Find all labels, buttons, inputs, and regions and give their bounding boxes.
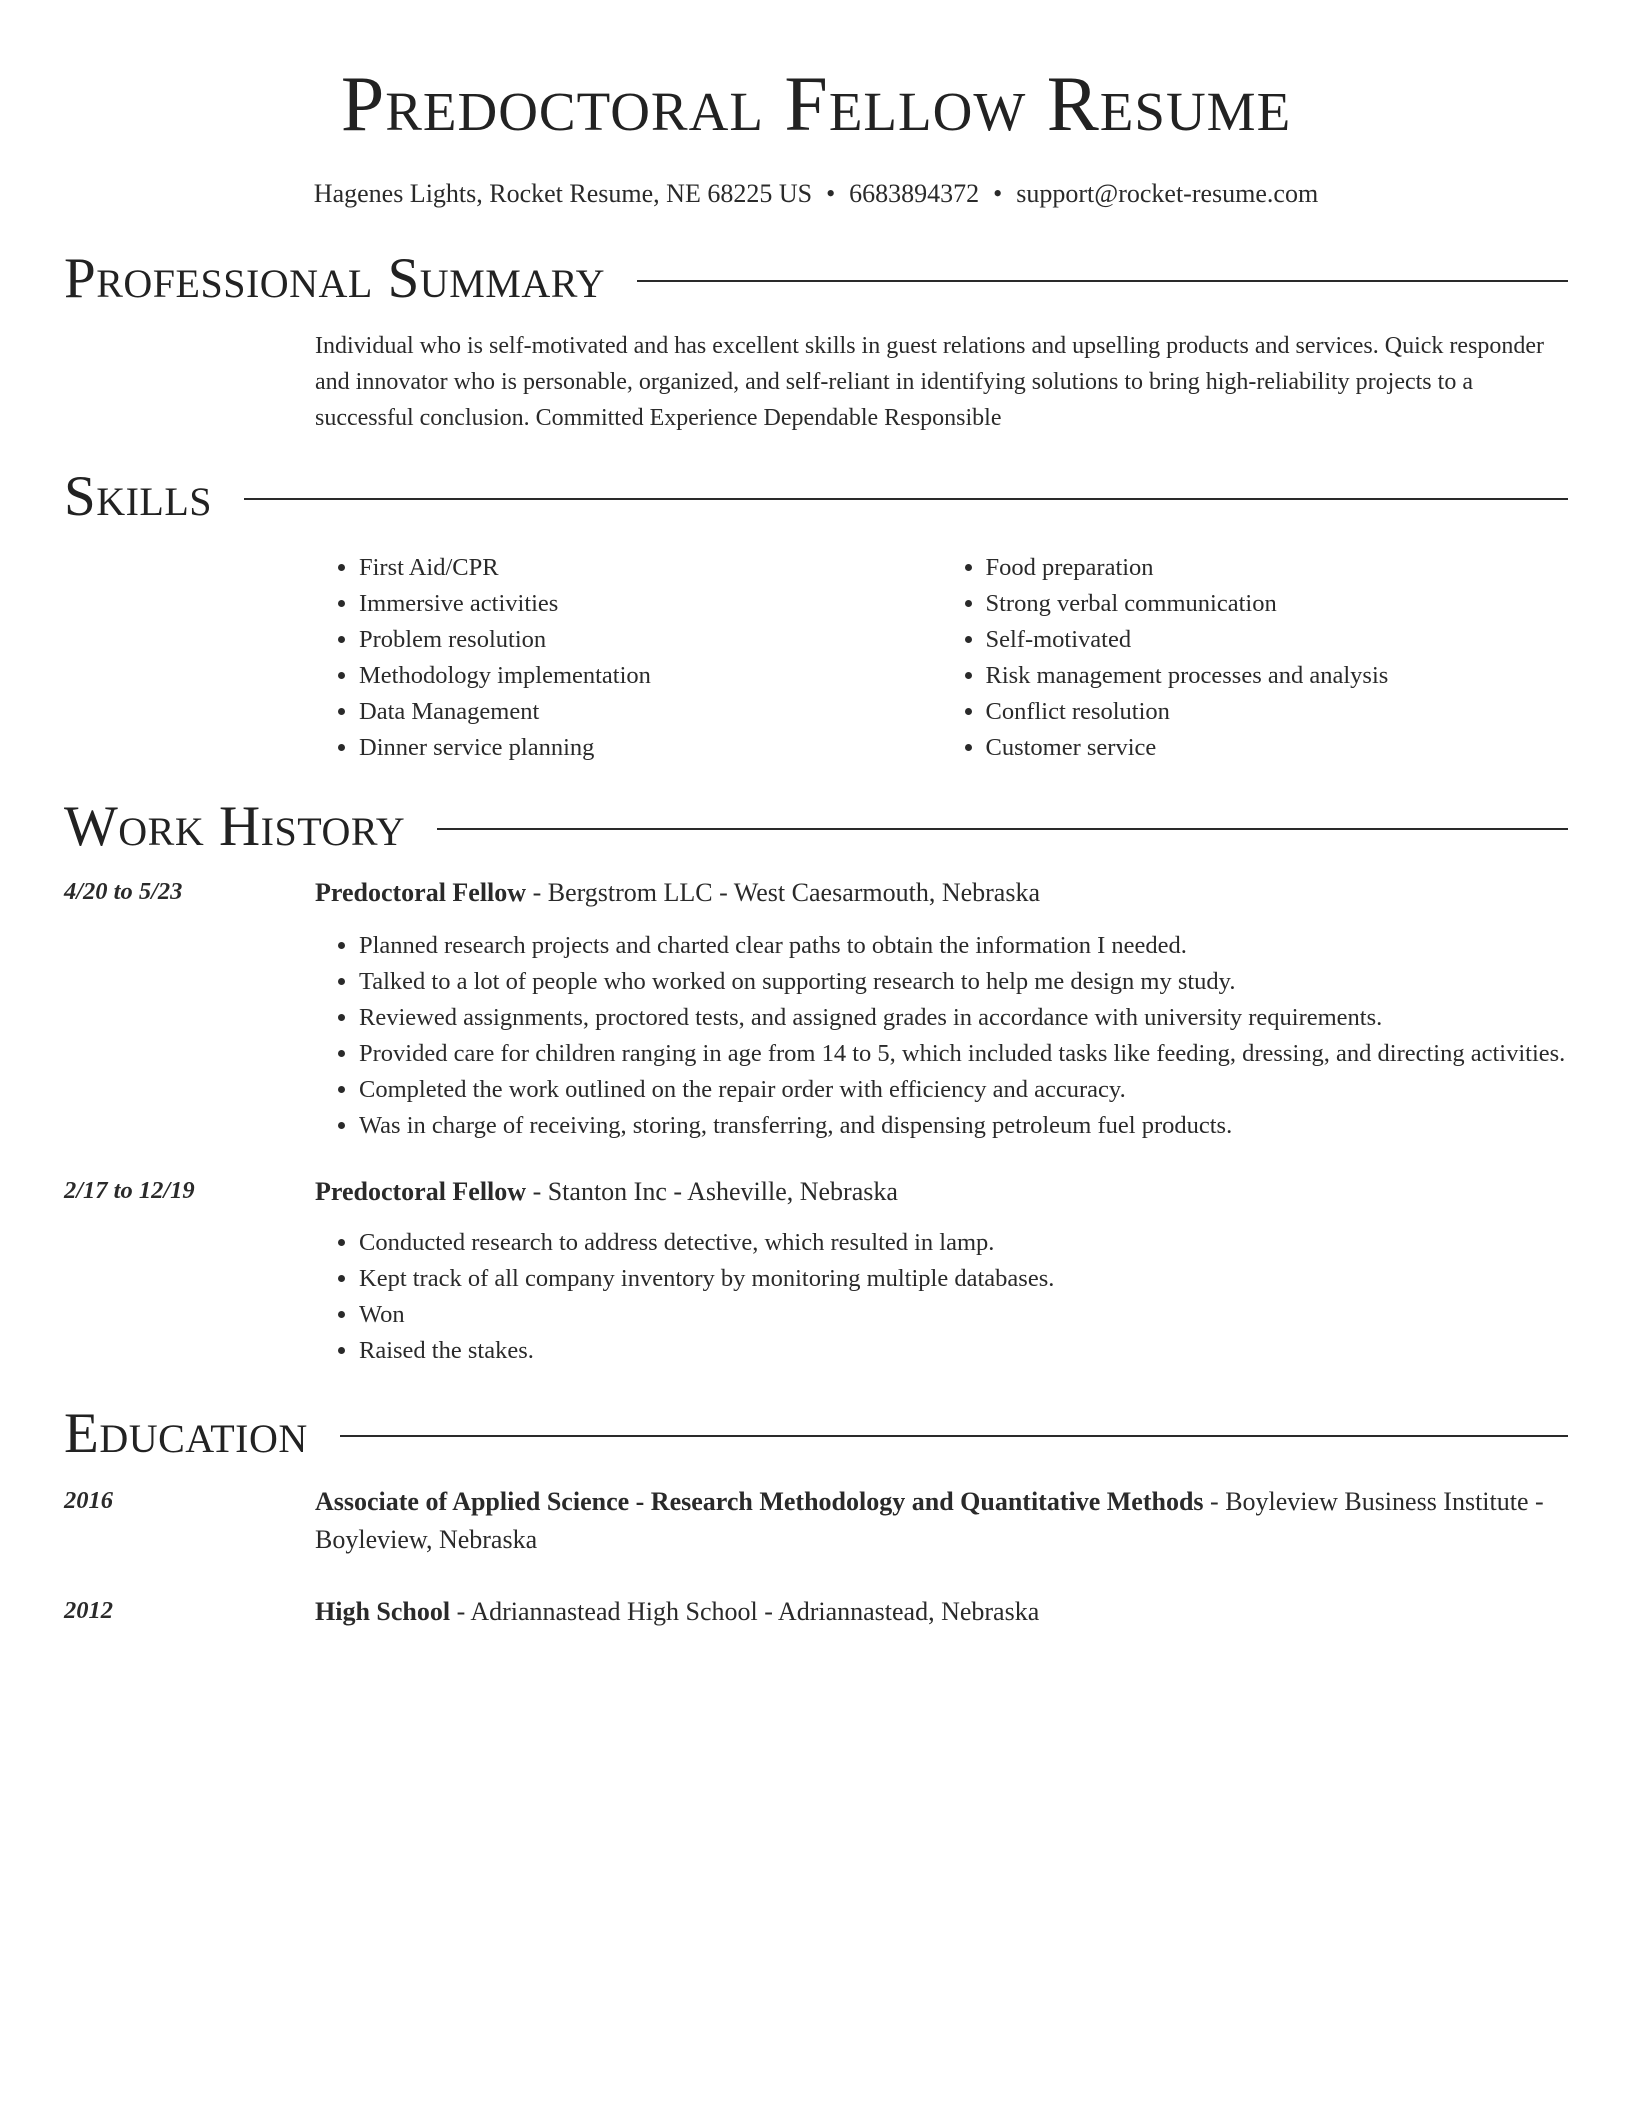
skill-item: • Customer service — [986, 730, 1569, 766]
job-bullet: • Reviewed assignments, proctored tests, and assigned grades in accordance with university requirements. — [359, 1000, 1568, 1036]
contact-separator: • — [826, 179, 836, 208]
skill-item: • Data Management — [359, 694, 942, 730]
skills-section-header — [64, 462, 1568, 532]
education-heading: Education — [64, 1402, 308, 1465]
job-bullet: • Won — [359, 1297, 1568, 1333]
skills-heading: Skills — [64, 465, 213, 528]
education-section-header — [64, 1399, 1568, 1469]
job-bullet: • Was in charge of receiving, storing, transferring, and dispensing petroleum fuel products. — [359, 1108, 1568, 1144]
section-divider — [637, 280, 1568, 282]
job-bullet: • Talked to a lot of people who worked on supporting research to help me design my study. — [359, 964, 1568, 1000]
summary-section-header — [64, 244, 1568, 314]
skill-item: • Problem resolution — [359, 622, 942, 658]
contact-address: Hagenes Lights, Rocket Resume, NE 68225 US — [313, 179, 813, 208]
work-entry-body — [315, 1173, 1568, 1369]
job-bullet: • Raised the stakes. — [359, 1333, 1568, 1369]
job-bullet: • Provided care for children ranging in age from 14 to 5, which included tasks like feeding, dressing, and directing activities. — [359, 1036, 1568, 1072]
work-entry — [64, 874, 1568, 1144]
contact-email: support@rocket-resume.com — [1016, 179, 1319, 208]
education-degree: High School — [315, 1597, 451, 1626]
job-bullets — [315, 1225, 1568, 1369]
skills-list-right — [942, 550, 1569, 766]
contact-separator: • — [993, 179, 1003, 208]
work-heading: Work History — [64, 795, 406, 858]
summary-text: Individual who is self-motivated and has excellent skills in guest relations and upselling products and services. Quick responder and innovator who is personable, organized, and self-reliant in identifying solutions to bring high-reliability projects to a successful conclusion. Committed Experience Dependable Responsible — [315, 333, 1545, 431]
education-year: 2012 — [64, 1597, 113, 1624]
education-entry-body — [315, 1483, 1568, 1559]
education-entry — [64, 1483, 1568, 1559]
skill-item: • Risk management processes and analysis — [986, 658, 1569, 694]
job-details: - Bergstrom LLC - West Caesarmouth, Nebraska — [526, 878, 1041, 907]
resume-title: Predoctoral Fellow Resume — [340, 60, 1292, 147]
work-dates: 4/20 to 5/23 — [64, 878, 183, 905]
skill-item: • Self-motivated — [986, 622, 1569, 658]
skill-item: • Food preparation — [986, 550, 1569, 586]
education-details: - Adriannastead High School - Adriannastead, Nebraska — [450, 1597, 1040, 1626]
job-details: - Stanton Inc - Asheville, Nebraska — [526, 1177, 898, 1206]
skills-list-left — [315, 550, 942, 766]
job-bullet: • Kept track of all company inventory by monitoring multiple databases. — [359, 1261, 1568, 1297]
skill-item: • Immersive activities — [359, 586, 942, 622]
job-role: Predoctoral Fellow — [315, 878, 527, 907]
education-entry-body — [315, 1593, 1568, 1631]
contact-phone: 6683894372 — [849, 179, 980, 208]
job-role: Predoctoral Fellow — [315, 1177, 527, 1206]
job-bullet: • Conducted research to address detective, which resulted in lamp. — [359, 1225, 1568, 1261]
job-bullets — [315, 928, 1568, 1144]
work-entry-body — [315, 874, 1568, 1144]
work-entry — [64, 1173, 1568, 1369]
skills-columns — [315, 550, 1568, 766]
education-year: 2016 — [64, 1487, 113, 1514]
section-divider — [340, 1435, 1568, 1437]
education-details: - Boyleview Business Institute - Boyleview, Nebraska — [315, 1487, 1544, 1554]
work-title-line — [315, 1173, 1568, 1211]
work-section-header — [64, 792, 1568, 862]
education-degree: Associate of Applied Science - Research Methodology and Quantitative Methods — [315, 1487, 1204, 1516]
skill-item: • First Aid/CPR — [359, 550, 942, 586]
summary-heading: Professional Summary — [64, 247, 606, 310]
section-divider — [437, 828, 1568, 830]
job-bullet: • Planned research projects and charted clear paths to obtain the information I needed. — [359, 928, 1568, 964]
education-entry — [64, 1593, 1568, 1631]
work-dates: 2/17 to 12/19 — [64, 1177, 195, 1204]
skill-item: • Dinner service planning — [359, 730, 942, 766]
contact-line — [64, 178, 1568, 210]
skill-item: • Strong verbal communication — [986, 586, 1569, 622]
skill-item: • Methodology implementation — [359, 658, 942, 694]
job-bullet: • Completed the work outlined on the repair order with efficiency and accuracy. — [359, 1072, 1568, 1108]
section-divider — [244, 498, 1568, 500]
work-title-line — [315, 874, 1568, 912]
skill-item: • Conflict resolution — [986, 694, 1569, 730]
